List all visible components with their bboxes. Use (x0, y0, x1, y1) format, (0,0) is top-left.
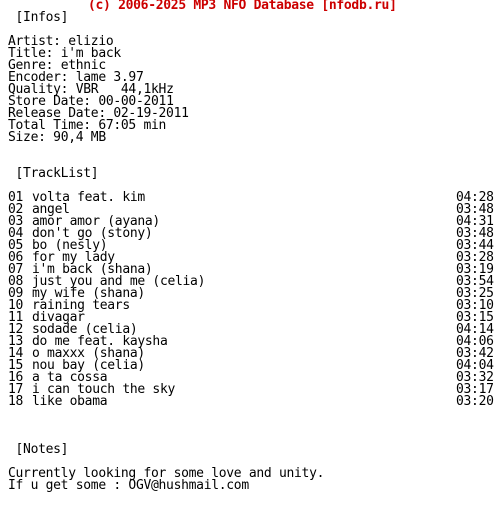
track-row (8, 192, 498, 204)
track-number: 03 (8, 214, 24, 229)
track-number: 01 (8, 190, 24, 205)
track-time: 04:04 (456, 358, 494, 373)
track-title: divagar (32, 310, 85, 325)
track-time: 03:32 (456, 370, 494, 385)
info-label: Genre: (8, 58, 61, 73)
info-label: Release Date: (8, 106, 114, 121)
track-title: amor amor (ayana) (32, 214, 160, 229)
track-title: for my lady (32, 250, 115, 265)
track-number: 10 (8, 298, 24, 313)
info-value: 00-00-2011 (98, 94, 174, 109)
track-title: sodade (celia) (32, 322, 138, 337)
track-time: 04:06 (456, 334, 494, 349)
track-number: 12 (8, 322, 24, 337)
info-value: 67:05 min (98, 118, 167, 133)
track-title: do me feat. kaysha (32, 334, 168, 349)
track-time: 03:20 (456, 394, 494, 409)
track-title: i'm back (shana) (32, 262, 153, 277)
track-time: 04:31 (456, 214, 494, 229)
info-value: VBR 44,1kHz (75, 82, 174, 97)
info-label: Total Time: (8, 118, 99, 133)
info-label: Store Date: (8, 94, 99, 109)
track-title: like obama (32, 394, 108, 409)
info-label: Title: (8, 46, 61, 61)
track-time: 03:19 (456, 262, 494, 277)
info-label: Size: (8, 130, 54, 145)
info-label: Quality: (8, 82, 76, 97)
nfo-document (8, 0, 498, 492)
track-number: 15 (8, 358, 24, 373)
track-title: bo (nesly) (32, 238, 108, 253)
track-title: raining tears (32, 298, 130, 313)
track-number: 09 (8, 286, 24, 301)
spacer (8, 432, 498, 444)
track-time: 03:44 (456, 238, 494, 253)
track-title: o maxxx (shana) (32, 346, 145, 361)
track-number: 18 (8, 394, 24, 409)
info-size (8, 132, 498, 144)
info-label: Artist: (8, 34, 69, 49)
infos-section-label: [Infos] (8, 10, 69, 25)
info-value: elizio (68, 34, 114, 49)
track-number: 11 (8, 310, 24, 325)
track-number: 07 (8, 262, 24, 277)
notes-section-label: [Notes] (8, 442, 69, 457)
info-value: lame 3.97 (75, 70, 144, 85)
track-number: 05 (8, 238, 24, 253)
track-number: 14 (8, 346, 24, 361)
track-number: 04 (8, 226, 24, 241)
tracklist-section-label: [TrackList] (8, 166, 99, 181)
spacer (8, 144, 498, 156)
track-number: 13 (8, 334, 24, 349)
track-time: 04:28 (456, 190, 494, 205)
track-time: 03:10 (456, 298, 494, 313)
track-number: 06 (8, 250, 24, 265)
track-title: nou bay (celia) (32, 358, 145, 373)
info-value: ethnic (60, 58, 106, 73)
notes-line: If u get some : OGV@hushmail.com (8, 478, 249, 493)
track-number: 08 (8, 274, 24, 289)
track-title: i can touch the sky (32, 382, 176, 397)
track-row (8, 396, 498, 408)
spacer (8, 420, 498, 432)
track-time: 03:25 (456, 286, 494, 301)
tracklist (8, 192, 498, 408)
track-number: 16 (8, 370, 24, 385)
track-title: volta feat. kim (32, 190, 145, 205)
track-title: just you and me (celia) (32, 274, 206, 289)
info-value: 02-19-2011 (113, 106, 189, 121)
track-time: 04:14 (456, 322, 494, 337)
notes-line: Currently looking for some love and unity. (8, 466, 325, 481)
track-time: 03:15 (456, 310, 494, 325)
track-time: 03:42 (456, 346, 494, 361)
info-label: Encoder: (8, 70, 76, 85)
track-title: don't go (stony) (32, 226, 153, 241)
track-time: 03:28 (456, 250, 494, 265)
info-value: i'm back (60, 46, 121, 61)
track-time: 03:54 (456, 274, 494, 289)
info-value: 90,4 MB (53, 130, 106, 145)
track-time: 03:48 (456, 226, 494, 241)
track-number: 17 (8, 382, 24, 397)
track-time: 03:17 (456, 382, 494, 397)
track-title: a ta cossa (32, 370, 108, 385)
spacer (8, 408, 498, 420)
track-number: 02 (8, 202, 24, 217)
copyright-header: (c) 2006-2025 MP3 NFO Database [nfodb.ru] (88, 0, 397, 13)
track-title: my wife (shana) (32, 286, 145, 301)
track-time: 03:48 (456, 202, 494, 217)
track-title: angel (32, 202, 70, 217)
